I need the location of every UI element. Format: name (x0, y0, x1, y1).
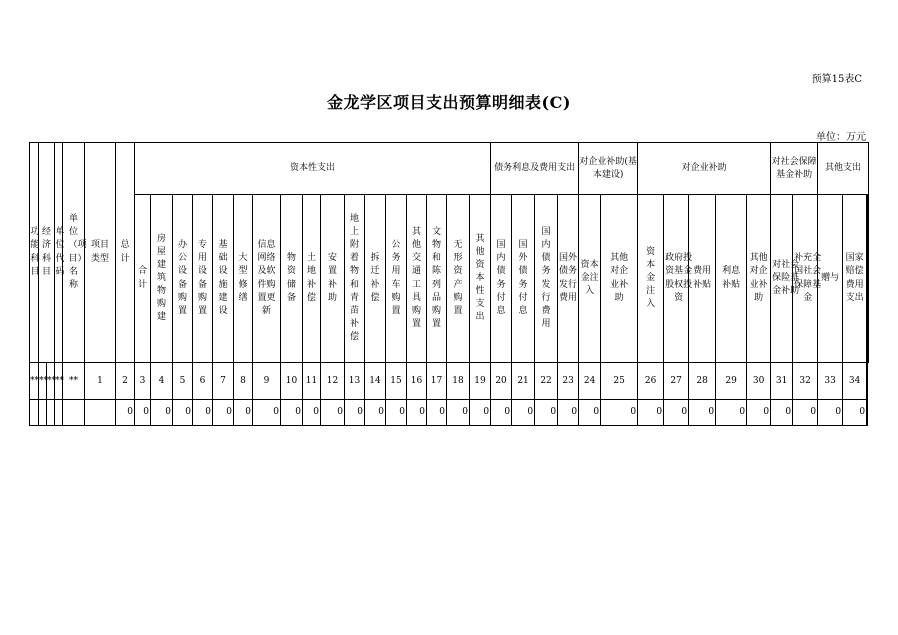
index-cell: 20 (491, 363, 512, 400)
empty-cell (63, 400, 85, 426)
budget-table (29, 142, 869, 426)
col-header: 信息网络及软件购置更新 (253, 195, 281, 363)
value-cell: 0 (345, 400, 365, 426)
index-cell: 1 (85, 363, 116, 400)
col-header: 文物和陈列品购置 (427, 195, 447, 363)
value-cell: 0 (664, 400, 689, 426)
econ-code-header: 经济科目 (39, 143, 55, 363)
index-cell: 17 (427, 363, 447, 400)
index-cell (867, 363, 868, 400)
value-cell: 0 (818, 400, 843, 426)
index-cell: 22 (535, 363, 558, 400)
value-cell: 0 (135, 400, 151, 426)
col-header (868, 195, 869, 363)
empty-cell (39, 400, 47, 426)
col-header: 土地补偿 (303, 195, 321, 363)
col-header: 国外债务付息 (512, 195, 535, 363)
col-header: 拆迁补偿 (365, 195, 386, 363)
value-cell: 0 (321, 400, 345, 426)
index-cell: 14 (365, 363, 386, 400)
empty-cell (55, 400, 63, 426)
debt-group-header: 债务利息及费用支出 (491, 143, 579, 195)
col-header: 基础设施建设 (213, 195, 234, 363)
unit-name-header: 单位（项目）名称 (63, 143, 85, 363)
index-cell: ** (55, 363, 63, 400)
col-header: 赠与 (818, 195, 843, 363)
value-cell: 0 (689, 400, 716, 426)
index-cell: 6 (193, 363, 213, 400)
value-cell: 0 (512, 400, 535, 426)
index-cell: 3 (135, 363, 151, 400)
index-cell: 21 (512, 363, 535, 400)
index-cell: 30 (747, 363, 771, 400)
social-group-header: 对社会保障基金补助 (771, 143, 818, 195)
col-header: 大型修缮 (234, 195, 253, 363)
index-row (30, 363, 869, 400)
value-cell: 0 (579, 400, 601, 426)
value-cell: 0 (173, 400, 193, 426)
index-cell: 19 (470, 363, 491, 400)
col-header: 专用设备购置 (193, 195, 213, 363)
value-cell: 0 (771, 400, 793, 426)
value-cell: 0 (535, 400, 558, 426)
header-row-groups (30, 143, 869, 195)
index-cell: 27 (664, 363, 689, 400)
col-header: 房屋建筑物购建 (151, 195, 173, 363)
index-cell: 31 (771, 363, 793, 400)
value-cell: 0 (281, 400, 303, 426)
col-header: 国家赔偿费用支出 (843, 195, 867, 363)
value-cell: 0 (151, 400, 173, 426)
enterprise-capital-group-header: 对企业补助(基本建设) (579, 143, 638, 195)
value-cell: 0 (303, 400, 321, 426)
index-cell: 4 (151, 363, 173, 400)
index-cell: 26 (638, 363, 664, 400)
page-title: 金龙学区项目支出预算明细表(C) (327, 93, 571, 112)
col-header: 安置补助 (321, 195, 345, 363)
unit-label: 单位：万元 (816, 132, 866, 143)
index-cell: 12 (321, 363, 345, 400)
unit-code-header: 单位代码 (55, 143, 63, 363)
index-cell: ** (47, 363, 55, 400)
col-header: 资本金注入 (638, 195, 664, 363)
value-cell (867, 400, 868, 426)
col-header: 利息补贴 (716, 195, 747, 363)
index-cell: 24 (579, 363, 601, 400)
value-cell: 0 (427, 400, 447, 426)
index-cell: 34 (843, 363, 867, 400)
value-cell: 0 (491, 400, 512, 426)
func-code-header: 功能科目 (30, 143, 39, 363)
index-cell: 15 (386, 363, 407, 400)
index-cell: 29 (716, 363, 747, 400)
value-cell: 0 (843, 400, 867, 426)
value-cell: 0 (213, 400, 234, 426)
index-cell: 23 (558, 363, 579, 400)
col-header: 公务用车购置 (386, 195, 407, 363)
col-header: 其他对企业补助 (601, 195, 638, 363)
index-cell: 9 (253, 363, 281, 400)
value-cell: 0 (234, 400, 253, 426)
col-header: 对社会保险基金补助 (771, 195, 793, 363)
value-cell: 0 (558, 400, 579, 426)
index-cell: 16 (407, 363, 427, 400)
index-cell: 10 (281, 363, 303, 400)
value-cell: 0 (193, 400, 213, 426)
value-cell: 0 (447, 400, 470, 426)
total-header: 总计 (116, 143, 135, 363)
value-cell: 0 (747, 400, 771, 426)
index-cell: 5 (173, 363, 193, 400)
value-cell: 0 (601, 400, 638, 426)
col-header: 国内债务付息 (491, 195, 512, 363)
index-cell: 13 (345, 363, 365, 400)
project-type-header: 项目类型 (85, 143, 116, 363)
col-header: 国外债务发行费用 (558, 195, 579, 363)
col-header: 补充全国社会保障基金 (793, 195, 818, 363)
header-row-columns (30, 195, 869, 363)
col-header: 其他交通工具购置 (407, 195, 427, 363)
col-header: 其他对企业补助 (747, 195, 771, 363)
index-cell: 25 (601, 363, 638, 400)
value-cell: 0 (253, 400, 281, 426)
index-cell: 28 (689, 363, 716, 400)
col-header: 物资储备 (281, 195, 303, 363)
value-cell: 0 (716, 400, 747, 426)
col-header: 资本金注入 (579, 195, 601, 363)
form-code: 预算15表C (811, 74, 862, 85)
index-cell: 2 (116, 363, 135, 400)
enterprise-group-header: 对企业补助 (638, 143, 771, 195)
empty-cell (30, 400, 39, 426)
empty-cell (47, 400, 55, 426)
other-group-header: 其他支出 (818, 143, 869, 195)
value-cell: 0 (386, 400, 407, 426)
col-header: 无形资产购置 (447, 195, 470, 363)
col-header: 其他资本性支出 (470, 195, 491, 363)
empty-cell (85, 400, 116, 426)
col-header: 国内债务发行费用 (535, 195, 558, 363)
index-cell: 8 (234, 363, 253, 400)
value-cell: 0 (365, 400, 386, 426)
index-cell: ** (63, 363, 85, 400)
index-cell: 18 (447, 363, 470, 400)
index-cell: 7 (213, 363, 234, 400)
index-cell: 33 (818, 363, 843, 400)
col-header: 办公设备购置 (173, 195, 193, 363)
col-header: 地上附着物和青苗补偿 (345, 195, 365, 363)
col-header: 政府投资基金股权投资 (664, 195, 689, 363)
index-cell: 32 (793, 363, 818, 400)
capital-group-header: 资本性支出 (135, 143, 491, 195)
col-header: 合计 (135, 195, 151, 363)
value-cell: 0 (470, 400, 491, 426)
table-row (30, 400, 869, 426)
col-header: 费用补贴 (689, 195, 716, 363)
index-cell: ** (30, 363, 39, 400)
value-cell: 0 (638, 400, 664, 426)
value-cell: 0 (793, 400, 818, 426)
index-cell: 11 (303, 363, 321, 400)
value-cell: 0 (116, 400, 135, 426)
value-cell: 0 (407, 400, 427, 426)
index-cell: ** (39, 363, 47, 400)
